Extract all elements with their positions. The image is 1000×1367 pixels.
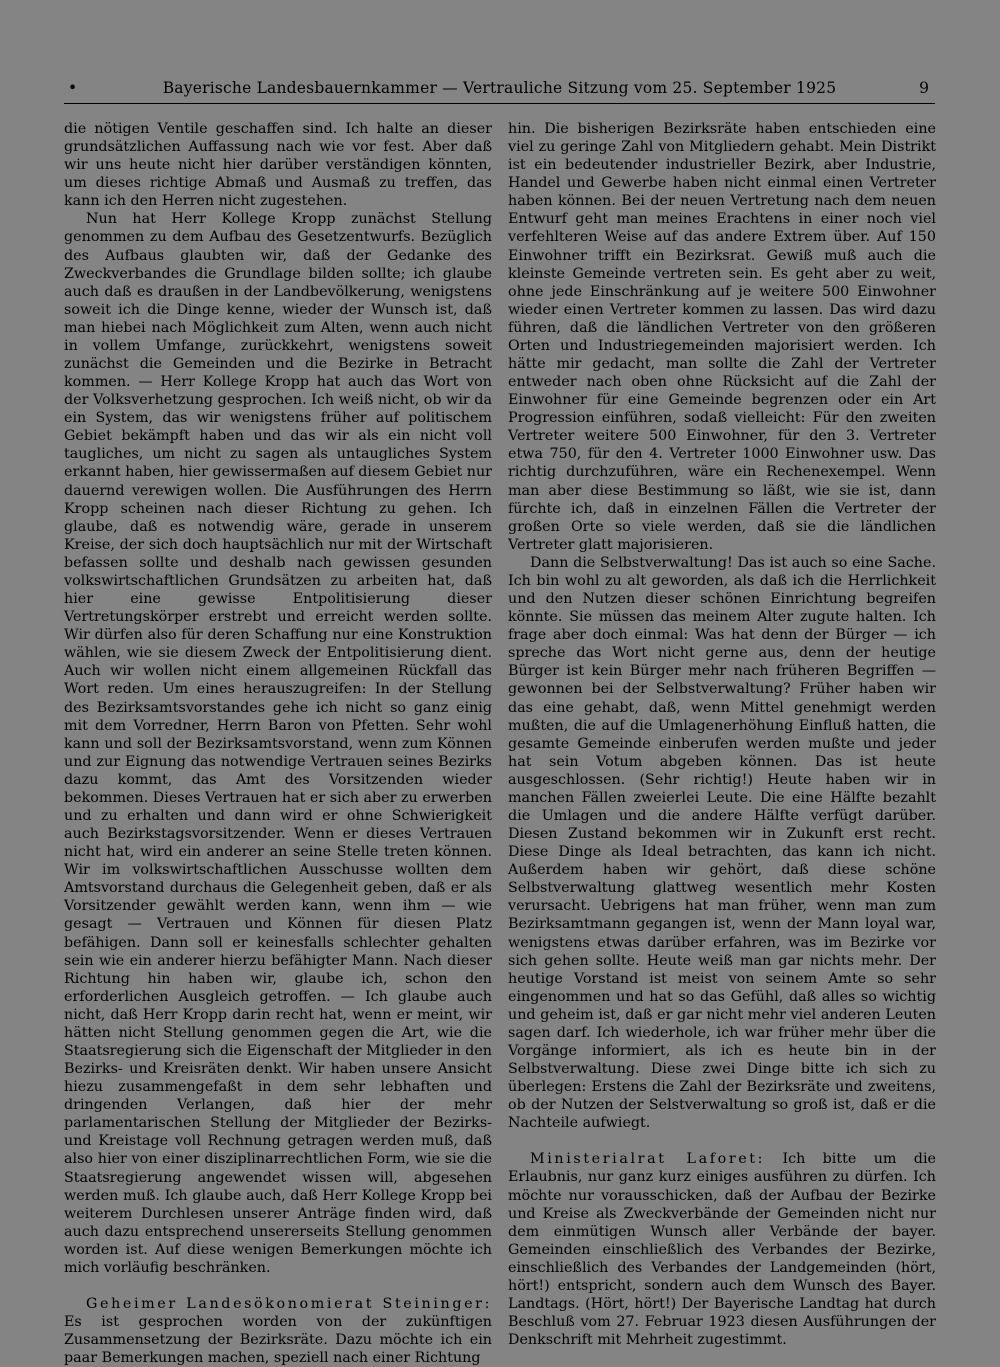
speech-text: Ich bitte um die Erlaubnis, nur ganz kurz einiges ausführen zu dürfen. Ich möchte nur vorausschicken, daß der Aufbau der Bezirke und Kreise als Zweckverbände der Gemeinden nicht nur dem einmütigen Wunsch aller Verbände der bayer. Gemeinden einschließlich des Verbandes der Bezirke, einschließlich des Verbandes der Landgemeinden (hört, hört!) entspricht, sondern auch dem Wunsch des Bayer. Landtags. (Hört, hört!) Der Bayerische Landtag hat durch Beschluß vom 27. Februar 1923 diesen Ausführungen der Denkschrift mit Mehrheit zugestimmt. xyxy=(508,1151,936,1349)
speaker-paragraph xyxy=(64,1295,492,1367)
left-column xyxy=(64,120,492,1367)
speaker-name: Ministerialrat Laforet: xyxy=(530,1151,766,1168)
right-column xyxy=(508,120,936,1349)
speaker-paragraph xyxy=(508,1150,936,1349)
header-rule xyxy=(64,103,935,104)
paragraph: die nötigen Ventile geschaffen sind. Ich halte an dieser grundsätzlichen Auffassung nach wie vor fest. Aber daß wir uns heute nicht hier darüber verständigen könnten, um dieses richtige Abmaß und Ausmaß zu treffen, das kann ich den Herren nicht zugestehen. xyxy=(64,121,492,210)
speaker-name: Geheimer Landesökonomierat Steininger: xyxy=(86,1296,492,1312)
header-title: Bayerische Landesbauernkammer — Vertrauliche Sitzung vom 25. September 1925 xyxy=(162,79,837,97)
header-dot: • xyxy=(68,79,78,97)
paragraph: Nun hat Herr Kollege Kropp zunächst Stellung genommen zu dem Aufbau des Gesetzentwurfs. Bezüglich des Aufbaus glaubten wir, daß der Gedanke des Zweckverbandes die Grundlage bilden sollte; ich glaube auch daß es draußen in der Landbevölkerung, wenigstens soweit ich die Dinge kenne, wieder der Wunsch ist, daß man hiebei nach Möglichkeit zum Alten, wenn auch nicht in vollem Umfange, zurückkehrt, wenigstens soweit zunächst die Gemeinden und die Bezirke in Betracht kommen. — Herr Kollege Kropp hat auch das Wort von der Volksverhetzung gesprochen. Ich weiß nicht, ob wir da ein System, das wir wenigstens früher auf politischem Gebiet bekämpft haben und das wir als ein nicht voll taugliches, um nicht zu sagen als untaugliches System erkannt haben, hier gewissermaßen auf diesem Gebiet nur dauernd verewigen wollen. Die Ausführungen des Herrn Kropp scheinen nach dieser Richtung zu gehen. Ich glaube, daß es notwendig wäre, gerade in unserem Kreise, der sich doch hauptsächlich nur mit der Wirtschaft befassen sollte und deshalb nach gewissen gesunden volkswirtschaftlichen Grundsätzen zu arbeiten hat, daß hier eine gewisse Entpolitisierung dieser Vertretungskörper erstrebt und erreicht werden sollte. Wir dürfen also für deren Schaffung nur eine Konstruktion wählen, wie sie diesem Zweck der Entpolitisierung dient. Auch wir wollen nicht einem allgemeinen Rückfall das Wort reden. Um eines herauszugreifen: In der Stellung des Bezirksamtsvorstandes gehe ich nicht so ganz einig mit dem Vorredner, Herrn Baron von Pfetten. Sehr wohl kann und soll der Bezirksamtsvorstand, wenn zum Können und zur Eignung das notwendige Vertrauen seines Bezirks dazu kommt, das Amt des Vorsitzenden wieder bekommen. Dieses Vertrauen hat er sich aber zu erwerben und zu erhalten und dann wird er ohne Schwierigkeit auch Bezirkstagsvorsitzender. Wenn er dieses Vertrauen nicht hat, wird ein anderer an seine Stelle treten können. Wir im volkswirtschaftlichen Ausschusse wollten dem Amtsvorstand durchaus die Gelegenheit geben, daß er als Vorsitzender gewählt werden kann, wenn ihm — wie gesagt — Vertrauen und Können für diesen Platz befähigen. Dann soll er keinesfalls schlechter gehalten sein wie ein anderer hierzu befähigter Mann. Nach dieser Richtung hin haben wir, glaube ich, schon den erforderlichen Ausgleich getroffen. — Ich glaube auch nicht, daß Herr Kropp darin recht hat, wenn er meint, wir hätten nicht Stellung genommen gegen die Art, wie die Staatsregierung sich die Eigenschaft der Mitglieder in den Bezirks- und Kreisräten denkt. Wir haben unsere Ansicht hiezu zusammengefaßt in dem sehr lebhaften und dringenden Verlangen, daß hier der mehr parlamentarischen Stellung der Mitglieder der Bezirks- und Kreistage voll Rechnung getragen werden muß, daß also hier von einer disziplinarrechtlichen Form, wie sie die Staatsregierung angewendet wissen will, abgesehen werden muß. Ich glaube auch, daß Herr Kollege Kropp bei weiterem Durchlesen unserer Anträge finden wird, daß auch dazu entsprechend unsererseits Stellung genommen worden ist. Auf diese wenigen Bemerkungen möchte ich mich vorläufig beschränken. xyxy=(64,211,492,1276)
paragraph: Dann die Selbstverwaltung! Das ist auch so eine Sache. Ich bin wohl zu alt geworden, als daß ich die Herrlichkeit und den Nutzen dieser schönen Einrichtung begreifen könnte. Sie müssen das meinem Alter zugute halten. Ich frage aber doch einmal: Was hat denn der Bürger — ich spreche das Wort nicht gerne aus, denn der heutige Bürger ist kein Bürger mehr nach früheren Begriffen — gewonnen bei der Selbstverwaltung? Früher haben wir das eine gehabt, daß, wenn Mittel genehmigt werden mußten, die auf die Umlagenerhöhung Einfluß hatten, die gesamte Gemeinde einberufen werden mußte und jeder hat sein Votum abgeben können. Das ist heute ausgeschlossen. (Sehr richtig!) Heute haben wir in manchen Fällen zweierlei Leute. Die eine Hälfte bezahlt die Umlagen und die andere Hälfte verfügt darüber. Diesen Zustand bekommen wir in Zukunft erst recht. Diese Dinge als Ideal betrachten, das kann ich nicht. Außerdem haben wir gehört, daß diese schöne Selbstverwaltung glattweg wesentlich mehr Kosten verursacht. Uebrigens hat man früher, wenn man zum Bezirksamtmann gegangen ist, wenn der Mann loyal war, wenigstens etwas darüber erfahren, was im Bezirke vor sich gehen sollte. Heute weiß man gar nichts mehr. Der heutige Vorstand ist meist von seinem Amte so sehr eingenommen und hat so das Gefühl, daß alles so wichtig und geheim ist, daß er gar nicht mehr viel anderen Leuten sagen darf. Ich wiederhole, ich war früher mehr über die Vorgänge informiert, als ich es heute bin in der Selbstverwaltung. Diese zwei Dinge bitte ich sich zu überlegen: Erstens die Zahl der Bezirksräte und zweitens, ob der Nutzen der Selstverwaltung so groß ist, daß er die Nachteile aufwiegt. xyxy=(508,554,936,1132)
running-header xyxy=(64,78,935,102)
paragraph: hin. Die bisherigen Bezirksräte haben entschieden eine viel zu geringe Zahl von Mitgliedern gehabt. Mein Distrikt ist ein bedeutender industrieller Bezirk, aber Industrie, Handel und Gewerbe haben nicht einmal einen Vertreter haben können. Bei der neuen Vertretung nach dem neuen Entwurf geht man meines Erachtens in einer noch viel verfehlteren Weise auf das andere Extrem über. Auf 150 Einwohner trifft ein Bezirksrat. Gewiß muß auch die kleinste Gemeinde vertreten sein. Es geht aber zu weit, ohne jede Einschränkung auf je weitere 500 Einwohner wieder einen Vertreter kommen zu lassen. Das wird dazu führen, daß die ländlichen Vertreter von den größeren Orten und Industriegemeinden majorisiert werden. Ich hätte mir gedacht, man sollte die Zahl der Vertreter entweder nach oben ohne Rücksicht auf die Zahl der Einwohner für eine Gemeinde begrenzen oder ein Art Progression einführen, sodaß vielleicht: Für den zweiten Vertreter weitere 500 Einwohner, für den 3. Vertreter etwa 750, für den 4. Vertreter 1000 Einwohner usw. Das richtig durchzuführen, wäre ein Rechenexempel. Wenn man aber diese Bestimmung so läßt, wie sie ist, dann fürchte ich, daß in einzelnen Fällen die Vertreter der großen Orte so viele werden, daß sie die ländlichen Vertreter glatt majorisieren. xyxy=(508,121,936,553)
page-number: 9 xyxy=(919,79,929,97)
speech-text: Es ist gesprochen worden von der zukünftigen Zusammensetzung der Bezirksräte. Dazu möchte ich ein paar Bemerkungen machen, speziell nach einer Richtung xyxy=(64,1314,492,1367)
